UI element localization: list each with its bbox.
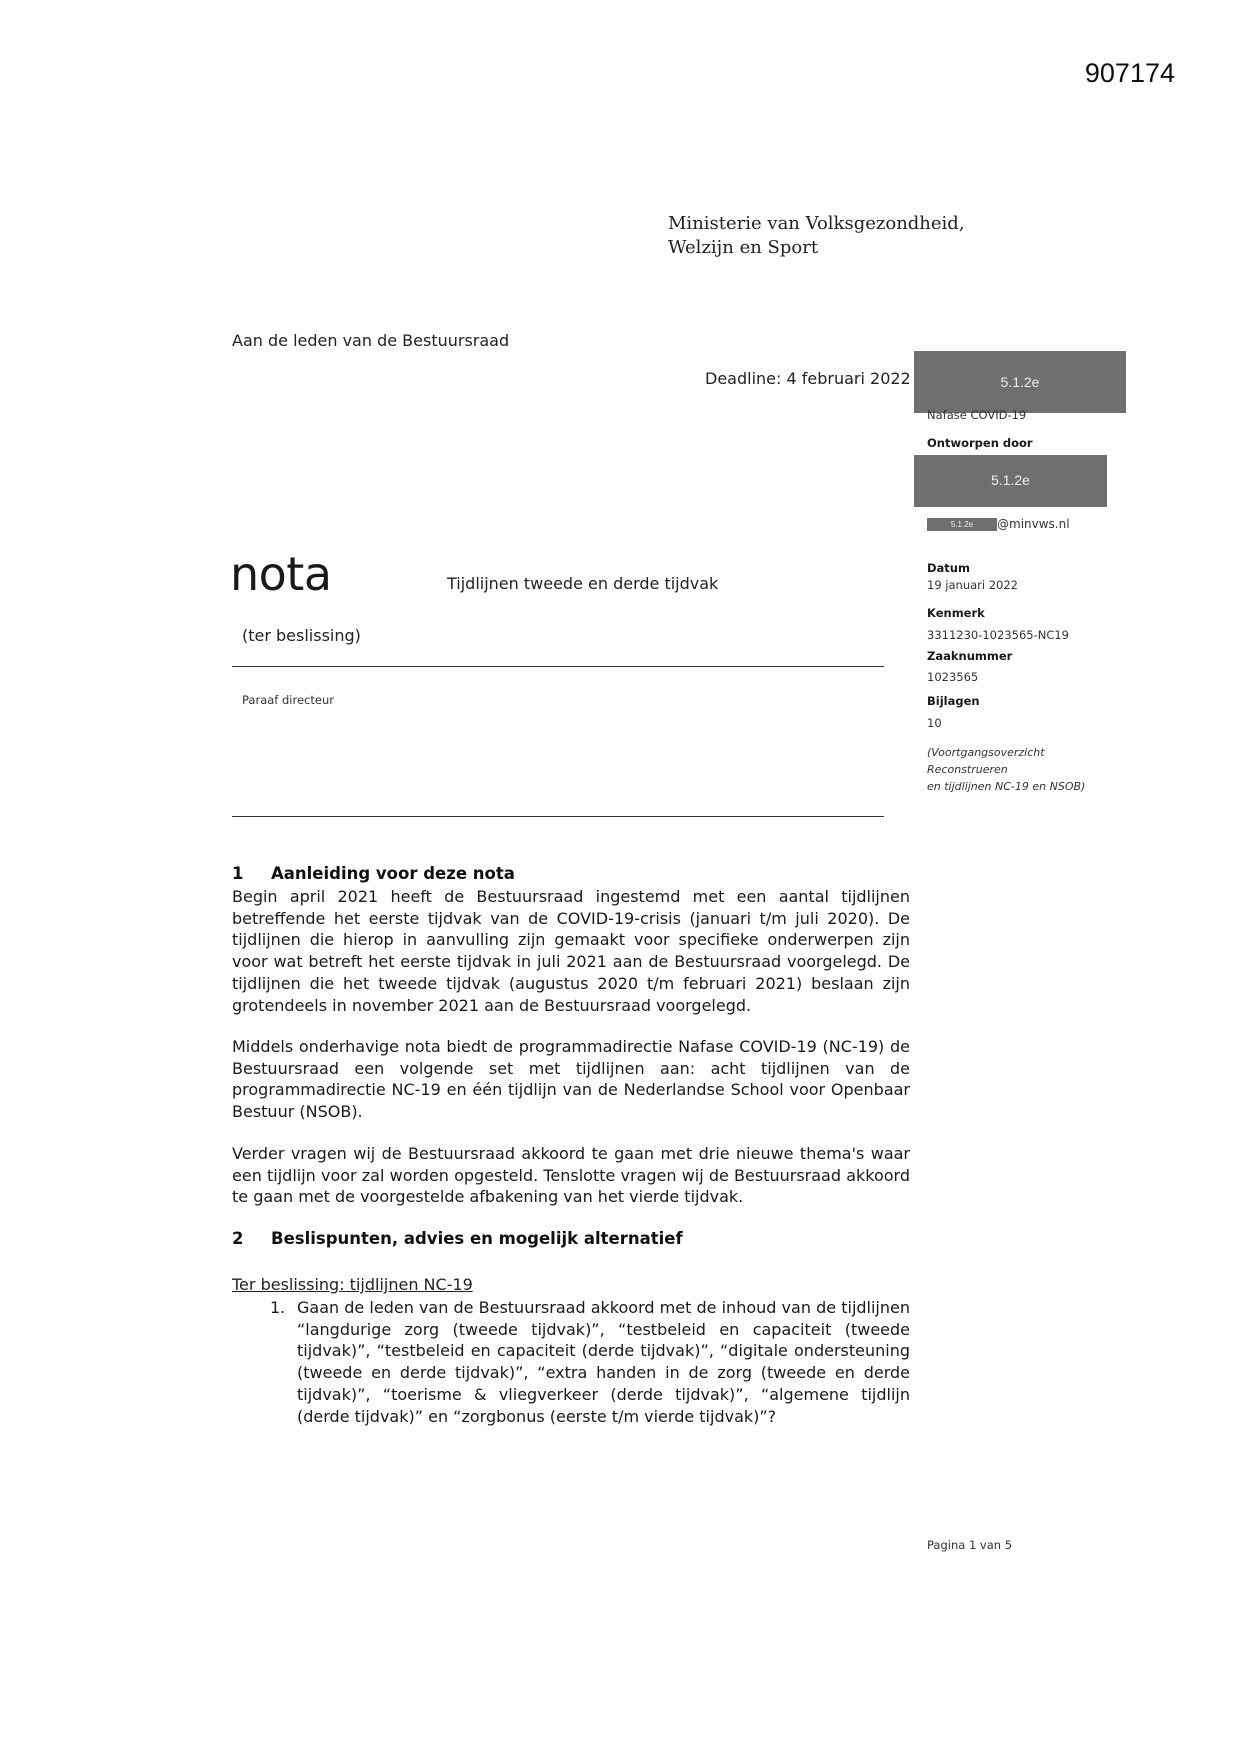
list-item-text: Gaan de leden van de Bestuursraad akkoord met de inhoud van de tijdlijnen “langdurige zorg (tweede tijdvak)”, “testbeleid en capaciteit (tweede tijdvak)”, “testbeleid en capaciteit (derde tijdvak)”, “digitale ondersteuning (tweede en derde tijdvak)”, “extra handen in de zorg (tweede en derde tijdvak)”, “toerisme & vliegverkeer (derde tijdvak)”, “algemene tijdlijn (derde tijdvak)” en “zorgbonus (eerste t/m vierde tijdvak)”? [297, 1298, 910, 1426]
ministry-line-2: Welzijn en Sport [668, 237, 819, 258]
sidebar-case-label: Zaaknummer [927, 649, 1013, 663]
deadline: Deadline: 4 februari 2022 [705, 369, 911, 388]
sidebar-reference-label: Kenmerk [927, 606, 985, 620]
sidebar-attachments-note [927, 744, 1085, 795]
redaction-box: 5.1.2e [927, 518, 997, 531]
section-number: 1 [232, 864, 244, 883]
redaction-box: 5.1.2e [914, 351, 1126, 413]
divider [232, 816, 884, 817]
section-1-heading [232, 864, 515, 883]
list-item-number: 1. [270, 1298, 286, 1317]
sidebar-date-label: Datum [927, 561, 970, 575]
attachments-note-line: (Voortgangsoverzicht [927, 746, 1045, 759]
section-1-paragraph: Middels onderhavige nota biedt de programmadirectie Nafase COVID-19 (NC-19) de Bestuursraad een volgende set met tijdlijnen aan: acht tijdlijnen van de programmadirectie NC-19 en één tijdlijn van de Nederlandse School voor Openbaar Bestuur (NSOB). [232, 1037, 910, 1122]
section-2-subheading: Ter beslissing: tijdlijnen NC-19 [232, 1275, 473, 1294]
section-2-heading [232, 1229, 683, 1248]
sidebar-reference-value: 3311230-1023565-NC19 [927, 628, 1069, 642]
list-item [270, 1297, 910, 1427]
document-status: (ter beslissing) [242, 626, 361, 645]
ministry-logo-text [668, 212, 965, 260]
sidebar-department: Nafase COVID-19 [927, 408, 1027, 422]
attachments-note-line: en tijdlijnen NC-19 en NSOB) [927, 780, 1086, 793]
section-1-paragraph: Begin april 2021 heeft de Bestuursraad ingestemd met een aantal tijdlijnen betreffende het eerste tijdvak van de COVID-19-crisis (januari t/m juli 2020). De tijdlijnen die hierop in aanvulling zijn gemaakt voor specifieke onderwerpen zijn voor wat betreft het eerste tijdvak in juli 2021 aan de Bestuursraad voorgelegd. De tijdlijnen die het tweede tijdvak (augustus 2020 t/m februari 2021) beslaan zijn grotendeels in november 2021 aan de Bestuursraad voorgelegd. [232, 887, 910, 1015]
document-subject: Tijdlijnen tweede en derde tijdvak [447, 574, 719, 593]
sidebar-attachments-value: 10 [927, 716, 942, 730]
document-type-title: nota [230, 547, 332, 601]
section-number: 2 [232, 1229, 244, 1248]
section-1-paragraph: Verder vragen wij de Bestuursraad akkoord te gaan met drie nieuwe thema's waar een tijdlijn voor zal worden opgesteld. Tenslotte vragen wij de Bestuursraad akkoord te gaan met de voorgestelde afbakening van het vierde tijdvak. [232, 1144, 910, 1207]
addressee: Aan de leden van de Bestuursraad [232, 331, 510, 350]
redaction-box: 5.1.2e [914, 455, 1107, 507]
document-number: 907174 [1084, 58, 1175, 88]
divider [232, 666, 884, 667]
sidebar-email: @minvws.nl [997, 517, 1070, 531]
section-title: Aanleiding voor deze nota [271, 864, 515, 883]
attachments-note-line: Reconstrueren [927, 763, 1008, 776]
sidebar-date-value: 19 januari 2022 [927, 578, 1019, 592]
sidebar-designed-by-label: Ontworpen door [927, 436, 1033, 450]
sidebar-attachments-label: Bijlagen [927, 694, 980, 708]
ministry-line-1: Ministerie van Volksgezondheid, [668, 213, 965, 234]
sidebar-case-value: 1023565 [927, 670, 979, 684]
page-number: Pagina 1 van 5 [927, 1538, 1013, 1552]
section-title: Beslispunten, advies en mogelijk alternatief [271, 1229, 683, 1248]
paraaf-label: Paraaf directeur [242, 693, 334, 707]
